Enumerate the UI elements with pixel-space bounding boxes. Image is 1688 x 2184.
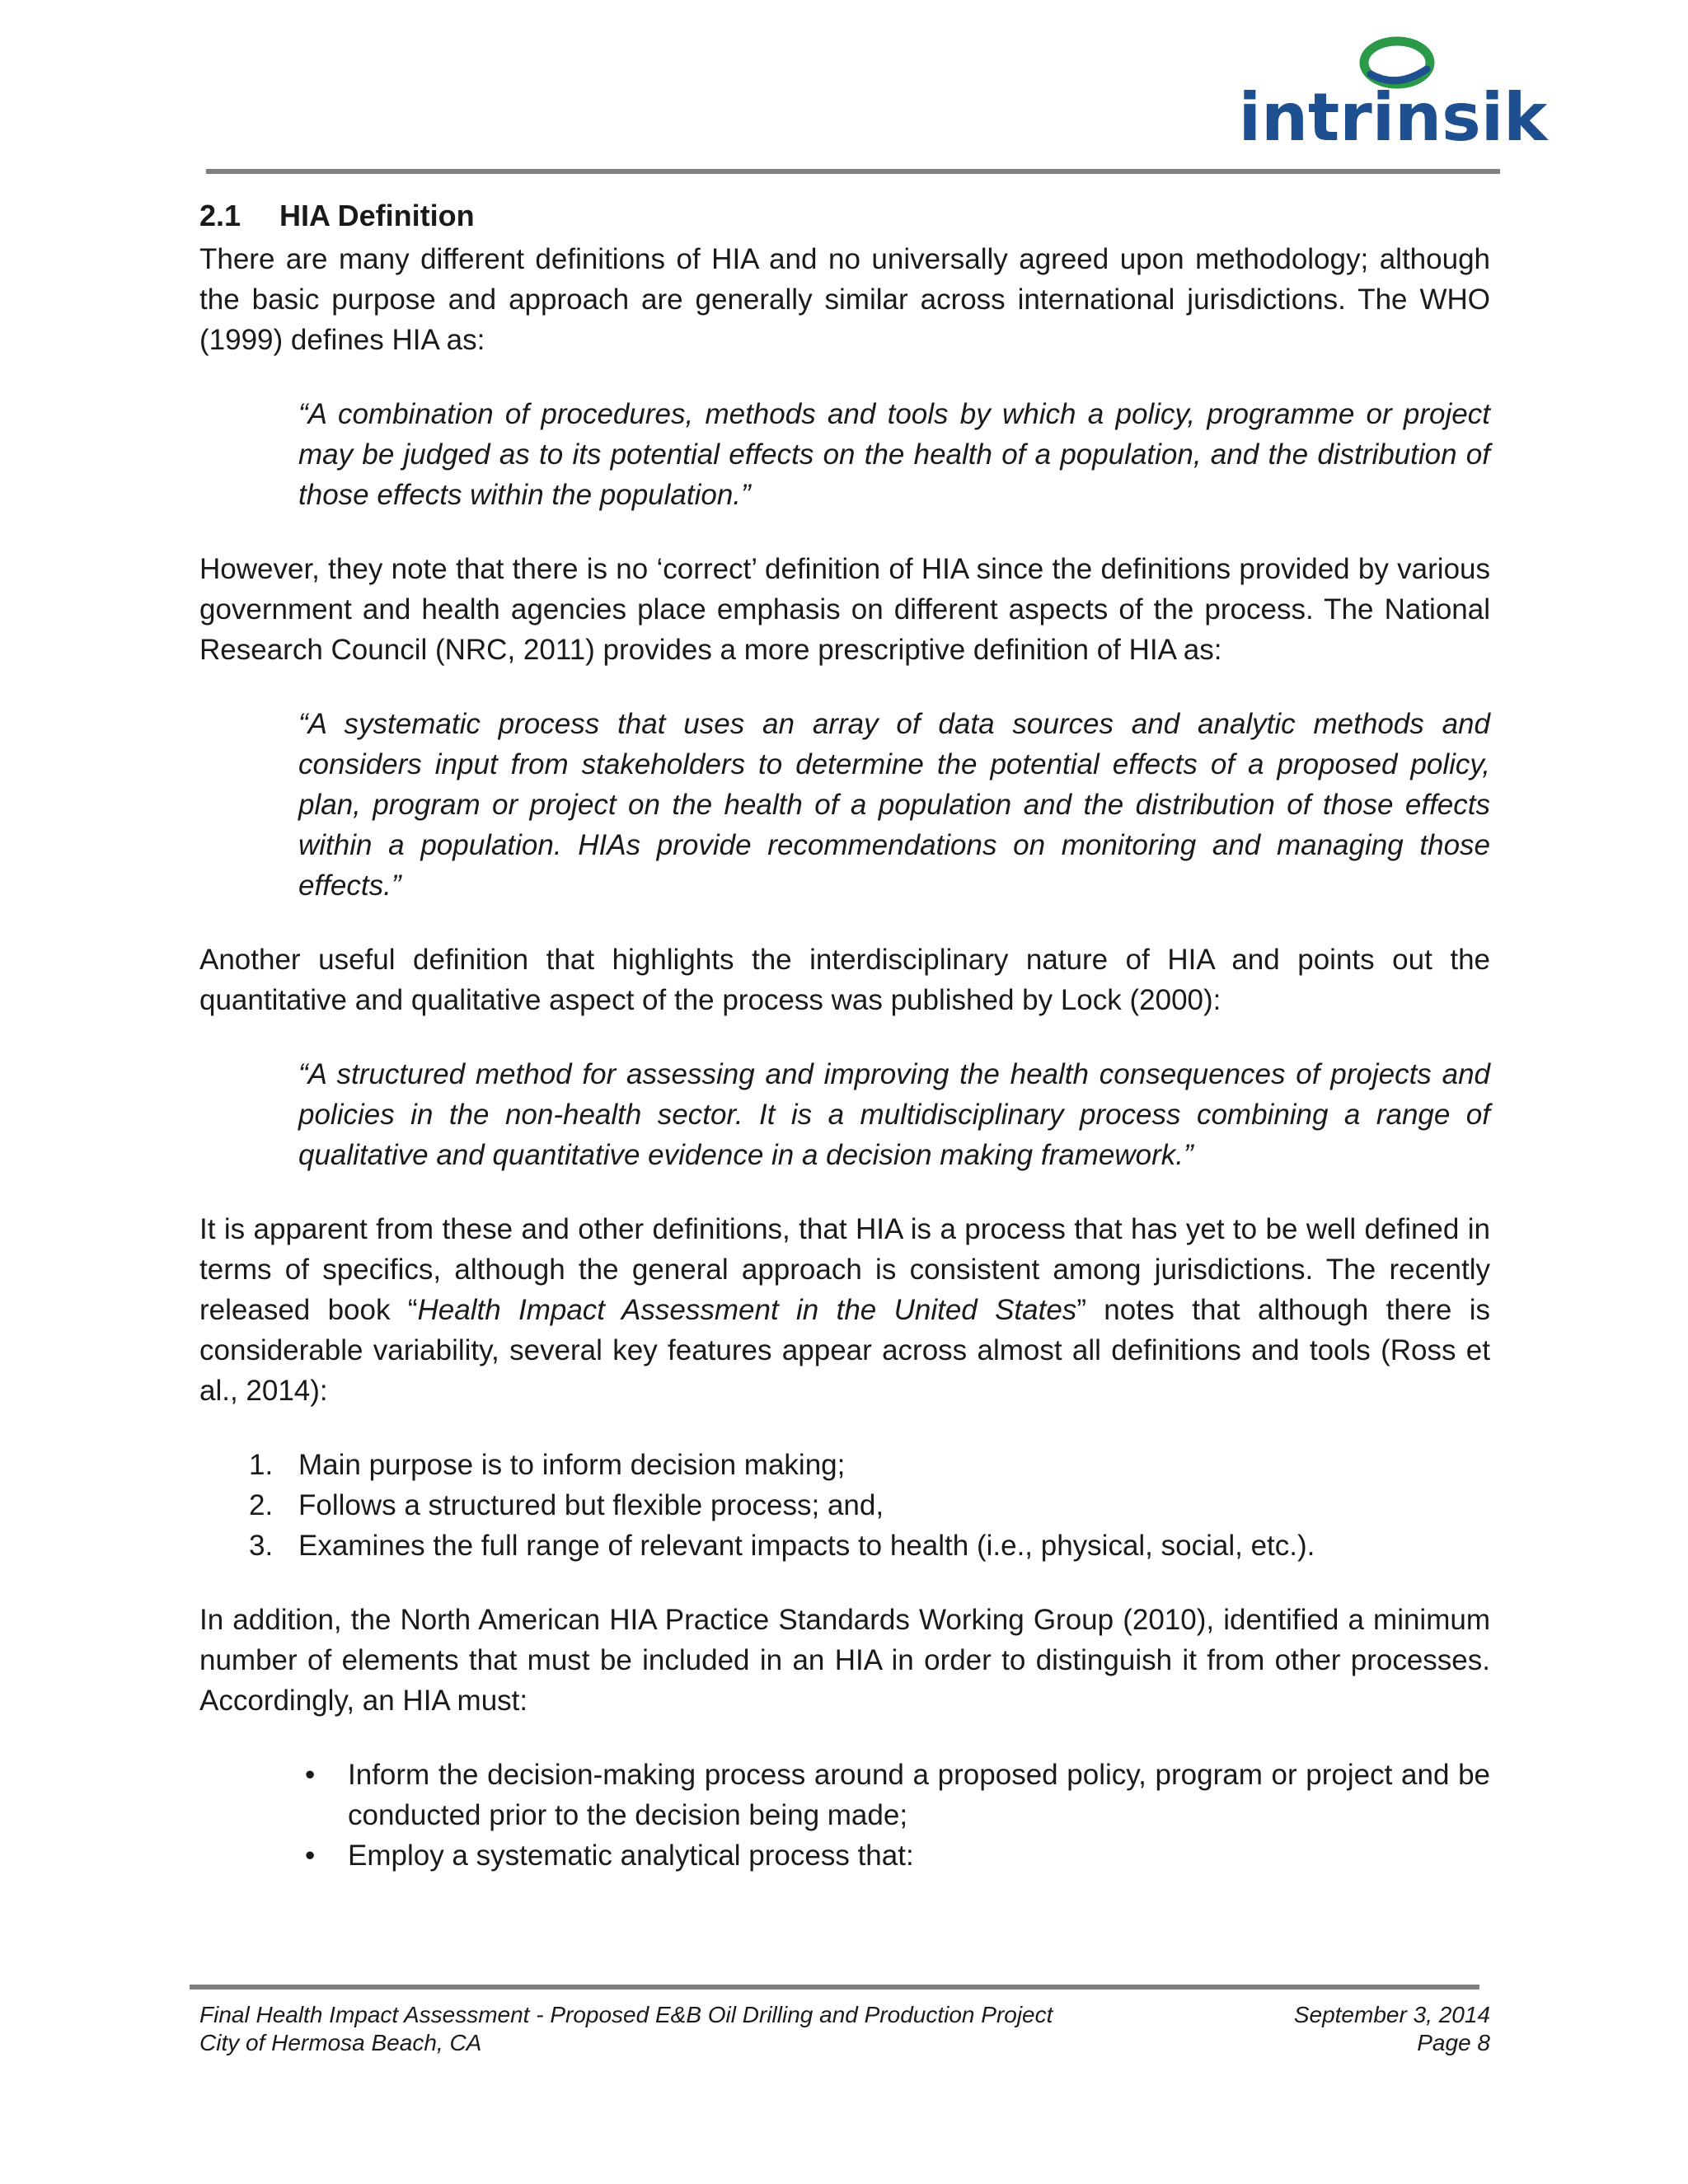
bullet-text: Inform the decision-making process around a proposed policy, program or project and be conducted prior to the decision being made;: [348, 1759, 1490, 1831]
footer-location: City of Hermosa Beach, CA: [199, 2030, 482, 2055]
list-item: [199, 1485, 1490, 1526]
quote-lock-definition: “A structured method for assessing and improving the health consequences of projects and policies in the non-health sector. It is a multidisciplinary process combining a range of qualitative and quantitative evidence in a decision making framework.”: [298, 1058, 1490, 1171]
footer-page-number: Page 8: [1417, 2030, 1490, 2055]
paragraph-key-features-before: It is apparent from these and other definitions, that HIA is a process that has yet to be well defined in terms of specifics, although the general approach is consistent among jurisdictions. The recently released book “: [199, 1213, 1490, 1326]
footer-row-1: [199, 2001, 1490, 2029]
list-item-number: 1.: [249, 1449, 274, 1481]
list-item-text: Examines the full range of relevant impacts to health (i.e., physical, social, etc.).: [298, 1530, 1315, 1562]
logo-wordmark: intrinsik: [1238, 79, 1548, 156]
bullet-item: [199, 1835, 1490, 1876]
page-content: [199, 196, 1490, 1876]
page-footer: [199, 2001, 1490, 2057]
bullet-item: [199, 1755, 1490, 1835]
bullet-symbol: •: [305, 1759, 316, 1791]
key-features-list: [199, 1445, 1490, 1566]
section-number: 2.1: [199, 199, 241, 232]
footer-date: September 3, 2014: [1293, 2002, 1490, 2027]
footer-document-title: Final Health Impact Assessment - Proposed E&B Oil Drilling and Production Project: [199, 2002, 1053, 2027]
paragraph-who-intro: There are many different definitions of HIA and no universally agreed upon methodology; although the basic purpose and approach are generally similar across international jurisdictions. The WHO (1999) defines HIA as:: [199, 243, 1490, 356]
footer-rule: [190, 1985, 1479, 1990]
section-heading: [199, 196, 1490, 236]
paragraph-key-features-after: ” notes that although there is considerable variability, several key features appear across almost all definitions and tools (Ross et al., 2014):: [199, 1294, 1490, 1407]
quote-who-definition: “A combination of procedures, methods and tools by which a policy, programme or project may be judged as to its potential effects on the health of a population, and the distribution of those effects within the population.”: [298, 398, 1490, 511]
paragraph-key-features: [199, 1209, 1490, 1411]
quote-nrc-definition: “A systematic process that uses an array of data sources and analytic methods and considers input from stakeholders to determine the potential effects of a proposed policy, plan, program or project on the health of a population and the distribution of those effects within a population. HIAs provide recommendations on monitoring and managing those effects.”: [298, 708, 1490, 902]
list-item-number: 3.: [249, 1530, 274, 1562]
section-title: HIA Definition: [279, 199, 475, 232]
hia-requirements-list: [199, 1755, 1490, 1876]
list-item: [199, 1445, 1490, 1485]
header-rule: [206, 169, 1500, 174]
footer-row-2: [199, 2029, 1490, 2057]
intrinsik-logo-mark: [1238, 31, 1548, 156]
paragraph-nrc-intro: However, they note that there is no ‘correct’ definition of HIA since the definitions provided by various government and health agencies place emphasis on different aspects of the process. The National Research Council (NRC, 2011) provides a more prescriptive definition of HIA as:: [199, 553, 1490, 666]
bullet-text: Employ a systematic analytical process that:: [348, 1840, 914, 1872]
book-title: Health Impact Assessment in the United States: [417, 1294, 1077, 1326]
list-item-text: Main purpose is to inform decision making;: [298, 1449, 846, 1481]
bullet-symbol: •: [305, 1840, 316, 1872]
list-item: [199, 1526, 1490, 1566]
paragraph-practice-standards: In addition, the North American HIA Practice Standards Working Group (2010), identified a minimum number of elements that must be included in an HIA in order to distinguish it from other processes. Accordingly, an HIA must:: [199, 1604, 1490, 1717]
list-item-number: 2.: [249, 1489, 274, 1521]
list-item-text: Follows a structured but flexible process; and,: [298, 1489, 884, 1521]
intrinsik-logo: [1238, 31, 1548, 156]
paragraph-lock-intro: Another useful definition that highlights the interdisciplinary nature of HIA and points out the quantitative and qualitative aspect of the process was published by Lock (2000):: [199, 944, 1490, 1016]
